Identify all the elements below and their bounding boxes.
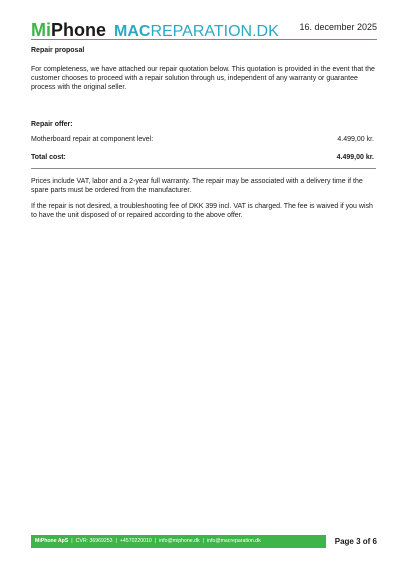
header-divider	[31, 39, 377, 40]
document-date: 16. december 2025	[299, 22, 377, 32]
footer-separator: |	[115, 538, 117, 544]
footer-separator: |	[71, 538, 73, 544]
footer-separator: |	[154, 538, 157, 544]
footer-cvr: CVR: 36969253	[75, 538, 113, 544]
logo-mi: Mi	[31, 20, 51, 40]
footer-company: MiPhone ApS	[35, 538, 69, 544]
document-body	[31, 46, 376, 220]
offer-item-label: Motherboard repair at component level:	[31, 136, 154, 143]
proposal-intro: For completeness, we have attached our repair quotation below. This quotation is provided in the event that the customer chooses to proceed with a repair solution through us, independent of any warranty or guarantee process with the original seller.	[31, 66, 375, 91]
vat-note: Prices include VAT, labor and a 2-year full warranty. The repair may be associated with a delivery time if the spare parts must be ordered from the manufacturer.	[31, 178, 363, 194]
logo-phone: Phone	[51, 20, 107, 40]
offer-item-amount: 4.499,00 kr.	[337, 136, 374, 143]
offer-total-row	[31, 153, 376, 169]
proposal-title: Repair proposal	[31, 47, 85, 54]
offer-total-amount: 4.499,00 kr.	[336, 154, 374, 161]
fee-note: If the repair is not desired, a troubleshooting fee of DKK 399 incl. VAT is charged. The fee is waived if you wish to have the unit disposed of or repaired according to the above offer.	[31, 203, 373, 219]
logo-mac: MAC	[114, 23, 151, 40]
offer-heading: Repair offer:	[31, 121, 73, 128]
footer-email-macreparation: info@macreparation.dk	[206, 538, 261, 544]
footer	[31, 535, 377, 548]
page-number: Page 3 of 6	[334, 537, 377, 546]
offer-item-row	[31, 135, 376, 144]
offer-total-label: Total cost:	[31, 154, 66, 161]
logo	[31, 18, 279, 44]
footer-phone: +4570220010	[119, 538, 152, 544]
footer-email-miphone: info@miphone.dk	[159, 538, 200, 544]
footer-separator: |	[202, 538, 204, 544]
logo-reparation: REPARATION.DK	[150, 23, 279, 40]
footer-contact-bar	[31, 535, 326, 548]
